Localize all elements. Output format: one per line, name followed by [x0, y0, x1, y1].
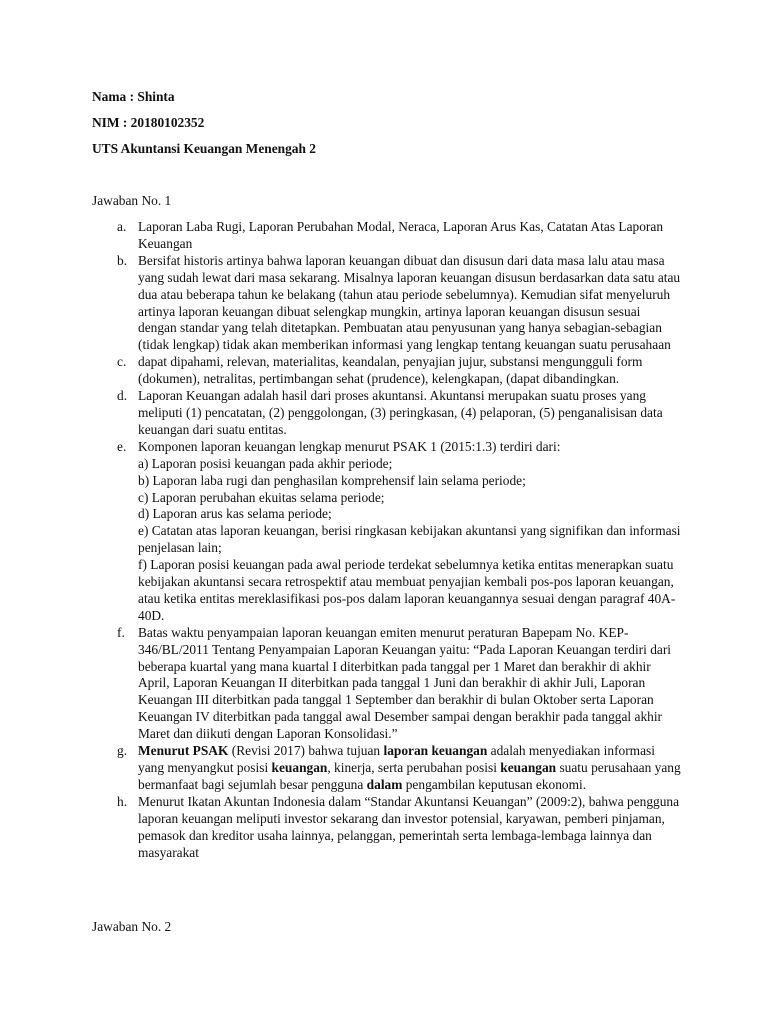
list-item-b [92, 253, 682, 354]
list-marker: e. [117, 438, 127, 454]
list-item-intro: Komponen laporan keuangan lengkap menurut PSAK 1 (2015:1.3) terdiri dari: [138, 438, 561, 454]
answer-2-heading: Jawaban No. 2 [92, 919, 172, 934]
student-name: Nama : Shinta [92, 89, 175, 104]
bold-text: keuangan [271, 760, 328, 775]
list-item-text: Laporan Keuangan adalah hasil dari proses akuntansi. Akuntansi merupakan suatu proses yang meliputi (1) pencatatan, (2) penggolongan, (3) peringkasan, (4) pelaporan, (5) penganalisisan data keuangan dari suatu entitas. [138, 388, 663, 437]
text-run: suatu perusahaan yang bermanfaat bagi sejumlah besar pengguna [138, 760, 681, 792]
sub-item: d) Laporan arus kas selama periode; [138, 506, 332, 522]
list-item-e [92, 439, 682, 625]
list-item-text: dapat dipahami, relevan, materialitas, keandalan, penyajian jujur, substansi mengungguli form (dokumen), netralitas, pertimbangan sehat (prudence), kelengkapan, (dapat dibandingkan. [138, 354, 643, 387]
sub-item: c) Laporan perubahan ekuitas selama periode; [138, 489, 385, 505]
bold-text: keuangan [500, 760, 557, 775]
student-nim: NIM : 20180102352 [92, 115, 205, 130]
list-marker: b. [117, 252, 128, 268]
list-marker: g. [117, 743, 128, 759]
list-marker: c. [117, 354, 127, 370]
text-run: (Revisi 2017) bahwa tujuan [228, 743, 384, 759]
document-title: UTS Akuntansi Keuangan Menengah 2 [92, 141, 316, 156]
list-item-g [92, 743, 682, 794]
text-run: adalah menyediakan informasi yang menyangkut posisi [138, 743, 655, 775]
sub-item: e) Catatan atas laporan keuangan, berisi ringkasan kebijakan akuntansi yang signifikan dan informasi penjelasan lain; [138, 523, 681, 556]
bold-text: Menurut PSAK [138, 743, 229, 759]
sub-item: b) Laporan laba rugi dan penghasilan komprehensif lain selama periode; [138, 472, 526, 488]
sub-item: f) Laporan posisi keuangan pada awal periode terdekat sebelumnya ketika entitas menerapkan suatu kebijakan akuntansi secara retrospektif atau membuat penyajian kembali pos-pos laporan keuangan, atau ketika entitas mereklasifikasi pos-pos dalam laporan keuangannya sesuai dengan paragraf 40A-40D. [138, 557, 676, 623]
list-item-f [92, 625, 682, 743]
answer-1-list [92, 219, 682, 861]
bold-text: dalam [366, 776, 403, 792]
list-item-a [92, 219, 682, 253]
list-marker: a. [117, 219, 127, 234]
bold-text: laporan keuangan [383, 743, 488, 759]
text-run: pengambilan keputusan ekonomi. [402, 776, 587, 792]
list-marker: h. [117, 793, 128, 809]
text-run: , kinerja, serta perubahan posisi [327, 760, 501, 775]
list-item-text: Bersifat historis artinya bahwa laporan keuangan dibuat dan disusun dari data masa lalu atau masa yang sudah lewat dari masa sekarang. Misalnya laporan keuangan disusun berdasarkan data satu atau dua atau beberapa tahun ke belakang (tahun atau periode sebelumnya). Kemudian sifat menyeluruh artinya laporan keuangan dibuat selengkap mungkin, artinya laporan keuangan disusun sesuai dengan standar yang telah ditetapkan. Pembuatan atau penyusunan yang hanya sebagian-sebagian (tidak lengkap) tidak akan memberikan informasi yang lengkap tentang keuangan suatu perusahaan [138, 252, 681, 353]
list-item-text: Batas waktu penyampaian laporan keuangan emiten menurut peraturan Bapepam No. KEP-346/BL/2011 Tentang Penyampaian Laporan Keuangan yaitu: “Pada Laporan Keuangan terdiri dari beberapa kuartal yang mana kuartal I diterbitkan pada tanggal per 1 Maret dan berakhir di akhir April, Laporan Keuangan II diterbitkan pada tanggal 1 Juni dan berakhir di akhir Juli, Laporan Keuangan III diterbitkan pada tanggal 1 September dan berakhir di bulan Oktober serta Laporan Keuangan IV diterbitkan pada tanggal awal Desember sampai dengan berakhir pada tanggal akhir Maret dan diikuti dengan Laporan Konsolidasi.” [138, 624, 672, 742]
list-item-text: Menurut Ikatan Akuntan Indonesia dalam “Standar Akuntansi Keuangan” (2009:2), bahwa pengguna laporan keuangan meliputi investor sekarang dan investor potensial, karyawan, pemberi pinjaman, pemasok dan kreditor usaha lainnya, pelanggan, pemerintah serta lembaga-lembaga lainnya dan masyarakat [138, 793, 680, 860]
list-marker: d. [117, 388, 128, 404]
list-item-text [138, 743, 682, 794]
list-item-text: Laporan Laba Rugi, Laporan Perubahan Modal, Neraca, Laporan Arus Kas, Catatan Atas Laporan Keuangan [138, 219, 664, 251]
answer-1-heading: Jawaban No. 1 [92, 193, 172, 208]
sub-item: a) Laporan posisi keuangan pada akhir periode; [138, 455, 393, 471]
list-item-c [92, 354, 682, 388]
list-marker: f. [117, 624, 125, 640]
list-item-d [92, 388, 682, 439]
list-item-h [92, 794, 682, 862]
